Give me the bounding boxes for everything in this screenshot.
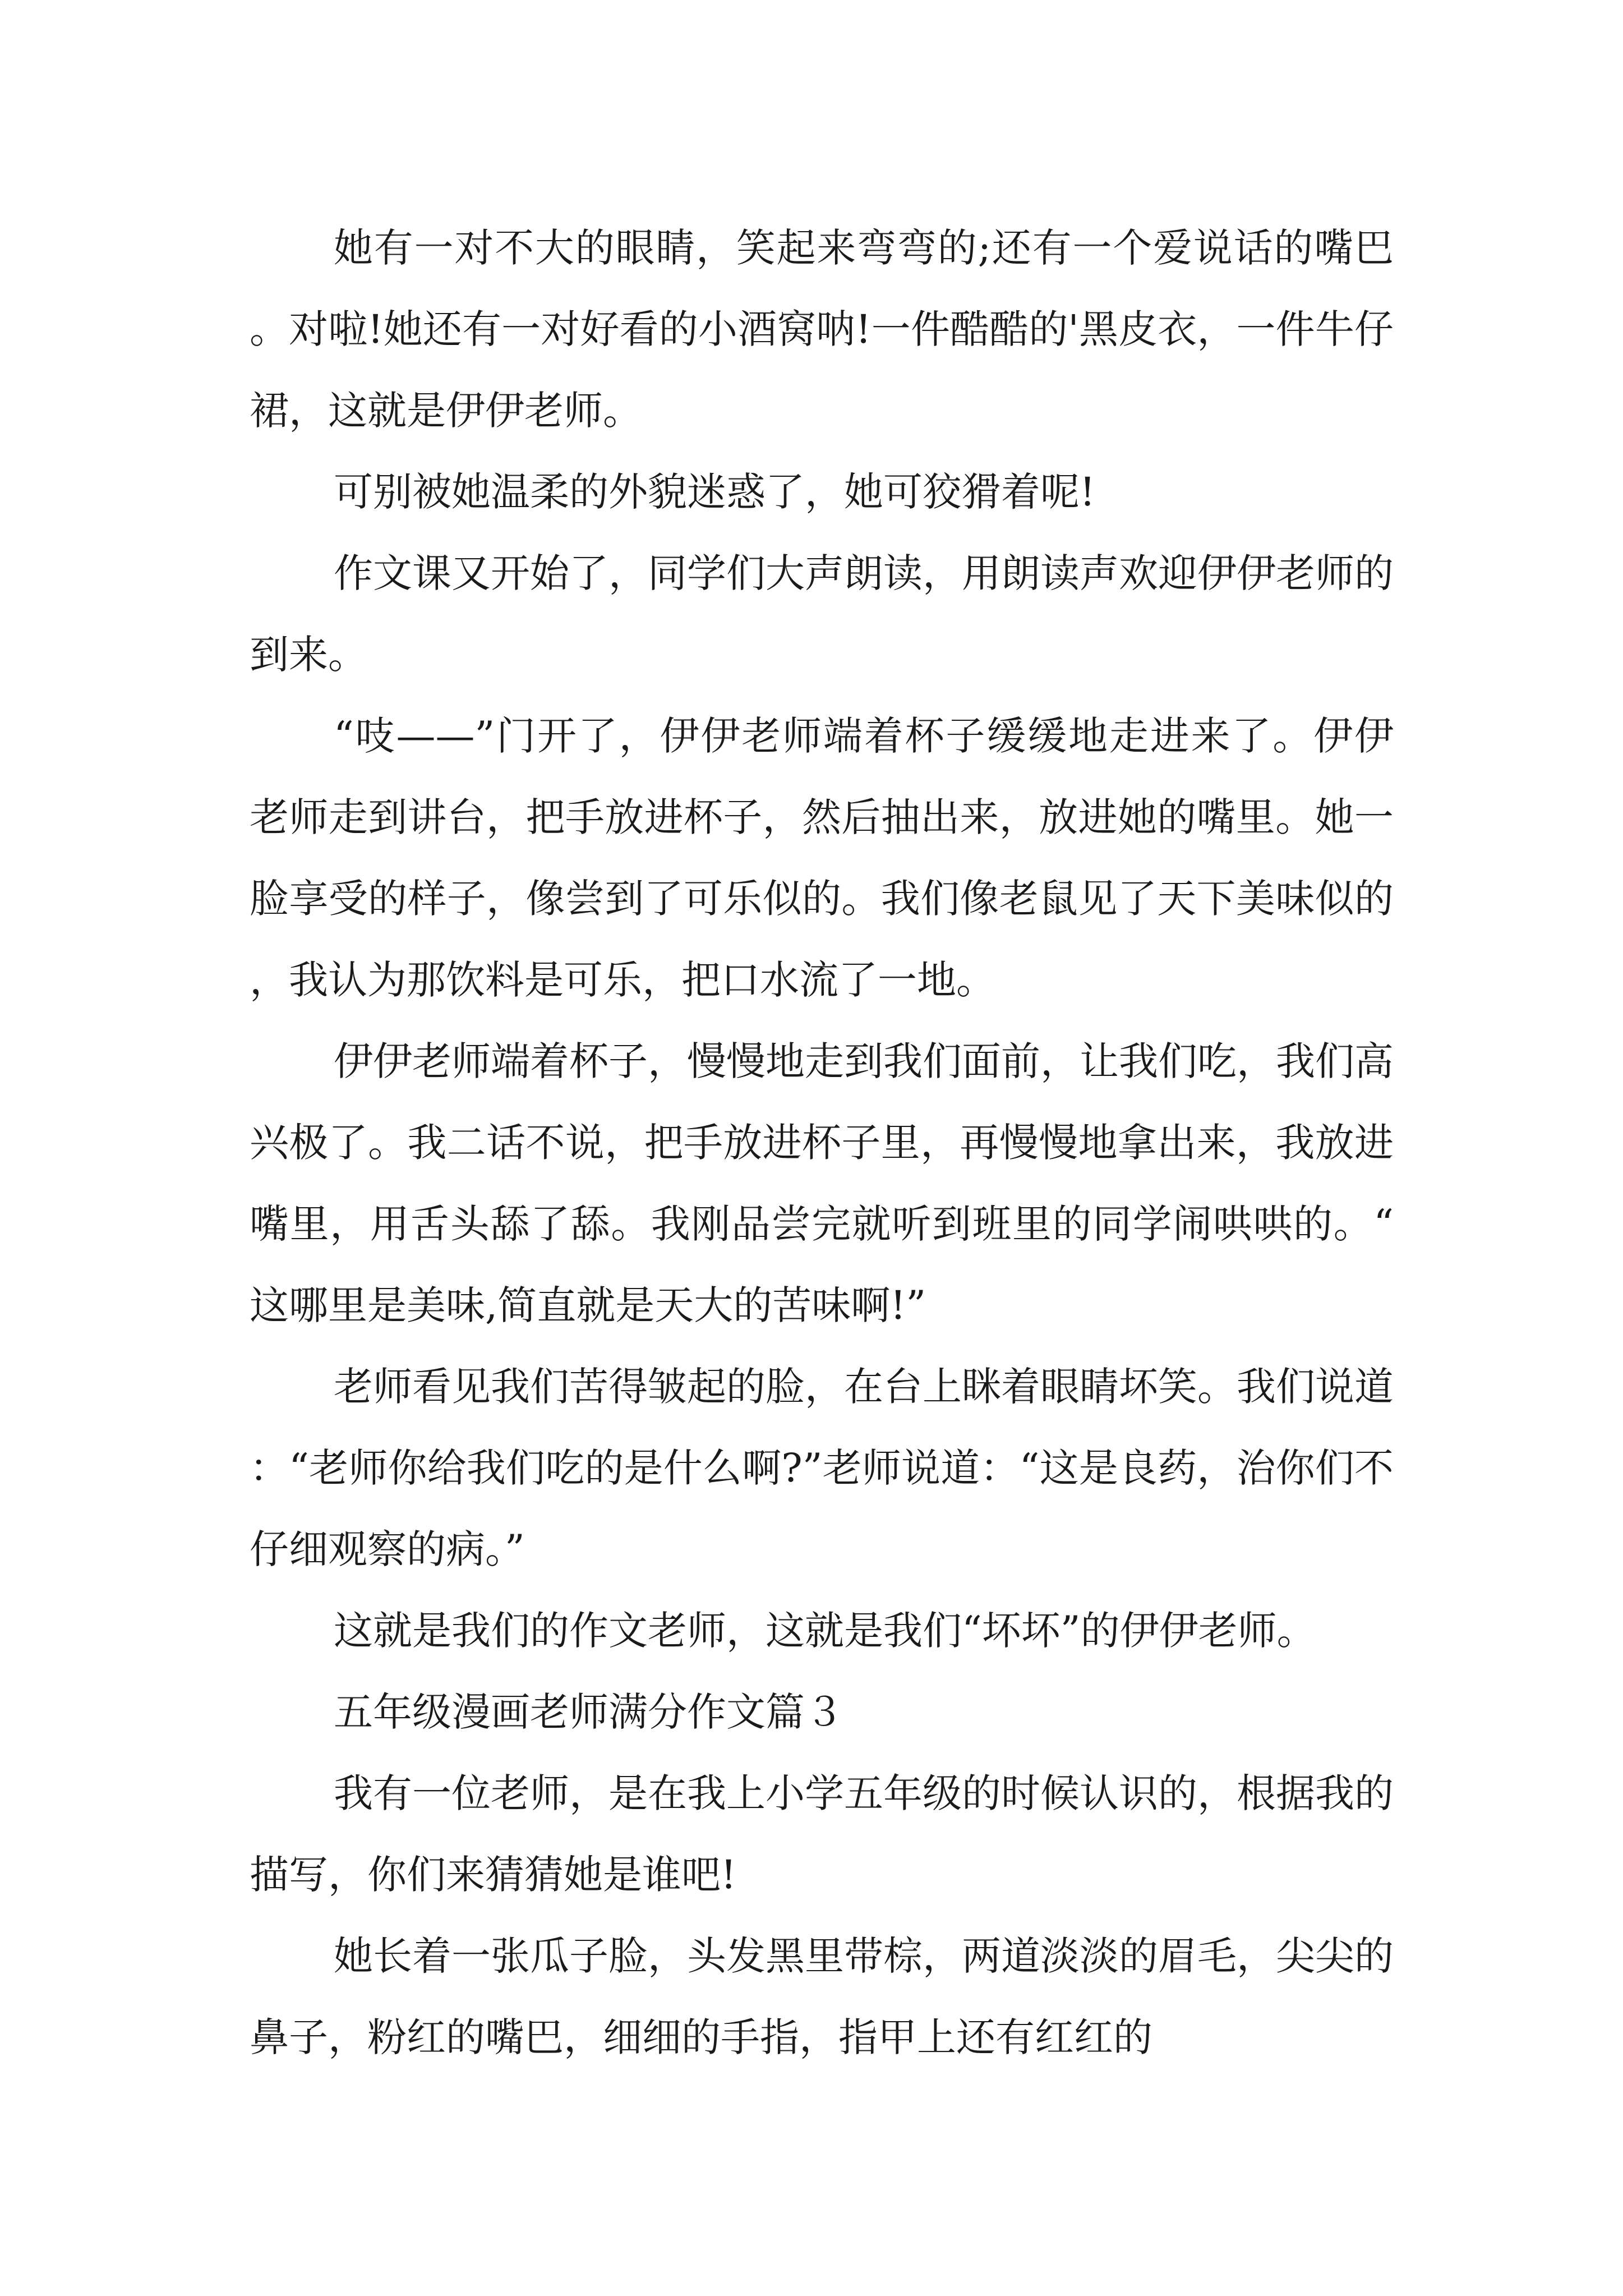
paragraph-2: 可别被她温柔的外貌迷惑了，她可狡猾着呢! [334, 469, 1096, 515]
paragraph-9: 她长着一张瓜子脸，头发黑里带棕，两道淡淡的眉毛，尖尖的鼻子，粉红的嘴巴，细细的手指，指甲上还有红红的 [250, 1933, 1394, 2060]
paragraph-7: 这就是我们的作文老师，这就是我们“坏坏”的伊伊老师。 [334, 1608, 1316, 1654]
paragraph-3: 作文课又开始了，同学们大声朗读，用朗读声欢迎伊伊老师的到来。 [250, 550, 1394, 678]
paragraph-8: 我有一位老师，是在我上小学五年级的时候认识的，根据我的描写，你们来猜猜她是谁吧! [250, 1770, 1394, 1898]
document-body [250, 208, 1394, 2078]
section-heading: 五年级漫画老师满分作文篇３ [334, 1689, 844, 1735]
paragraph-6: 老师看见我们苦得皱起的脸，在台上眯着眼睛坏笑。我们说道：“老师你给我们吃的是什么啊?”老师说道：“这是良药，治你们不仔细观察的病。” [250, 1364, 1394, 1572]
paragraph-4: “吱——”门开了，伊伊老师端着杯子缓缓地走进来了。伊伊老师走到讲台，把手放进杯子，然后抽出来，放进她的嘴里。她一脸享受的样子，像尝到了可乐似的。我们像老鼠见了天下美味似的，我认为那饮料是可乐，把口水流了一地。 [250, 713, 1394, 1003]
paragraph-5: 伊伊老师端着杯子，慢慢地走到我们面前，让我们吃，我们高兴极了。我二话不说，把手放进杯子里，再慢慢地拿出来，我放进嘴里，用舌头舔了舔。我刚品尝完就听到班里的同学闹哄哄的。“这哪里是美味,简直就是天大的苦味啊!” [250, 1038, 1394, 1328]
paragraph-1: 她有一对不大的眼睛，笑起来弯弯的;还有一个爱说话的嘴巴。对啦!她还有一对好看的小酒窝呐!一件酷酷的'黑皮衣，一件牛仔裙，这就是伊伊老师。 [250, 225, 1394, 434]
